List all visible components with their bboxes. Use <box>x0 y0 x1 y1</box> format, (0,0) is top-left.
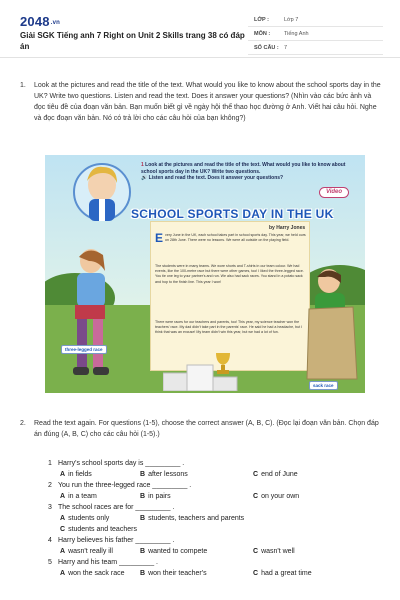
paragraph-text: very June in the UK, each school takes part in school sports day. This year, we held ours on 28th June. There were no lessons. We were all outside on the playing field. <box>165 233 306 243</box>
item-stem: Harry's school sports day is _________ . <box>58 460 185 467</box>
question-item <box>48 535 378 557</box>
option-text: in a team <box>68 493 97 500</box>
item-number: 4 <box>48 537 52 544</box>
item-stem-row <box>48 502 378 513</box>
drop-cap: E <box>155 231 164 245</box>
answer-option[interactable] <box>60 469 92 480</box>
brand-tld: .vn <box>50 19 61 26</box>
item-number: 2 <box>48 482 52 489</box>
option-letter: B <box>140 515 146 522</box>
video-badge[interactable] <box>319 187 349 198</box>
option-letter: C <box>253 471 259 478</box>
answer-option[interactable] <box>253 546 295 557</box>
item-options-row <box>48 568 378 579</box>
brand-name: 2048 <box>20 14 50 29</box>
meta-question-count <box>248 42 383 55</box>
option-text: in fields <box>68 471 92 478</box>
instruction-text-2: Listen and read the text. Does it answer your questions? <box>148 175 284 181</box>
question-item <box>48 458 378 480</box>
item-options-row <box>48 513 378 524</box>
option-text: had a great time <box>261 570 312 577</box>
option-text: won their teacher's <box>148 570 207 577</box>
question-number: 2. <box>20 420 26 427</box>
item-options-row <box>48 491 378 502</box>
option-letter: C <box>60 526 66 533</box>
meta-grade <box>248 14 383 27</box>
trophy-icon <box>213 351 233 375</box>
article-author: by Harry Jones <box>269 225 306 231</box>
option-letter: A <box>60 515 66 522</box>
option-text: students only <box>68 515 110 522</box>
sack-race-label: sack race <box>309 381 338 390</box>
article-banner: SCHOOL SPORTS DAY IN THE UK <box>131 207 334 221</box>
question-item <box>48 557 378 579</box>
boy-sack-race-illustration <box>303 267 363 385</box>
item-number: 1 <box>48 460 52 467</box>
option-text: in pairs <box>148 493 171 500</box>
item-stem-row <box>48 458 378 469</box>
option-letter: A <box>60 570 66 577</box>
answer-option[interactable] <box>253 469 298 480</box>
option-text: on your own <box>261 493 300 500</box>
answer-option[interactable] <box>60 513 109 524</box>
meta-subject <box>248 28 383 41</box>
article-paper <box>150 221 310 371</box>
option-letter: B <box>140 471 146 478</box>
option-text: wasn't really ill <box>68 548 113 555</box>
option-letter: C <box>253 570 259 577</box>
page-header <box>0 0 400 58</box>
item-options-row <box>48 524 378 535</box>
option-text: won the sack race <box>68 570 125 577</box>
meta-key: LỚP : <box>254 17 269 23</box>
question-text: Read the text again. For questions (1-5), choose the correct answer (A, B, C). (Đọc lại đoạn văn bản. Chọn đáp án đúng (A, B, C) cho các câu hỏi (1-5).) <box>34 420 379 438</box>
item-stem: Harry believes his father _________ . <box>58 537 175 544</box>
meta-key: SỐ CÂU : <box>254 45 279 51</box>
item-stem: The school races are for _________ . <box>58 504 175 511</box>
item-options-row <box>48 546 378 557</box>
video-label: Video <box>325 189 343 195</box>
option-text: students and teachers <box>68 526 137 533</box>
three-legged-race-label: three-legged race <box>61 345 107 354</box>
article-paragraph-3: There were races for our teachers and parents, too! This year, my science teacher won the teachers' race. My dad didn't take part in the parents' race. He said he had a headache, but I think that was an excuse! My team didn't win this year, but we had a lot of fun. <box>155 320 303 335</box>
item-stem: Harry and his team _________ . <box>58 559 159 566</box>
answer-option[interactable] <box>60 491 97 502</box>
answer-option[interactable] <box>140 513 244 524</box>
item-number: 3 <box>48 504 52 511</box>
question-item <box>48 502 378 535</box>
item-number: 5 <box>48 559 52 566</box>
answer-option[interactable] <box>253 491 299 502</box>
site-logo[interactable] <box>20 14 60 29</box>
textbook-instructions <box>141 162 361 182</box>
option-letter: B <box>140 570 146 577</box>
answer-option[interactable] <box>140 568 207 579</box>
meta-value: 7 <box>284 45 288 51</box>
option-text: students, teachers and parents <box>148 515 245 522</box>
item-stem-row <box>48 535 378 546</box>
option-letter: C <box>253 548 259 555</box>
instruction-text: Look at the pictures and read the title of the text. What would you like to know about school sports day in the UK? Write two questions. <box>141 162 346 175</box>
question-item <box>48 480 378 502</box>
option-letter: C <box>253 493 259 500</box>
option-text: end of June <box>261 471 298 478</box>
answer-option[interactable] <box>60 524 137 535</box>
instruction-number: 1 <box>141 162 144 168</box>
option-letter: A <box>60 548 66 555</box>
meta-key: MÔN : <box>254 31 271 37</box>
item-stem-row <box>48 557 378 568</box>
option-letter: B <box>140 493 146 500</box>
answer-option[interactable] <box>140 491 171 502</box>
answer-option[interactable] <box>140 546 207 557</box>
item-stem-row <box>48 480 378 491</box>
answer-option[interactable] <box>60 546 113 557</box>
boy-portrait-icon <box>73 159 131 225</box>
option-letter: A <box>60 493 66 500</box>
option-text: after lessons <box>148 471 188 478</box>
article-paragraph-1 <box>155 233 307 243</box>
option-text: wanted to compete <box>148 548 208 555</box>
option-letter: B <box>140 548 146 555</box>
answer-option[interactable] <box>253 568 312 579</box>
page-title: Giải SGK Tiếng anh 7 Right on Unit 2 Skills trang 38 có đáp án <box>20 31 245 51</box>
item-stem: You run the three-legged race _________ . <box>58 482 192 489</box>
answer-option[interactable] <box>60 568 124 579</box>
girl-running-illustration <box>59 247 119 385</box>
meta-value: Lớp 7 <box>284 17 299 23</box>
meta-value: Tiếng Anh <box>284 31 309 37</box>
multiple-choice-list <box>48 458 378 579</box>
question-number: 1. <box>20 82 26 89</box>
article-paragraph-2: The students were in many teams. We wore shorts and T-shirts in our team colour. We had events, like the 100-metre race but there were other games, too! I liked the three-legged race. You tie one leg to your partner's and run. We also had sack races. You stand in a potato sack and hop to the finish line. This year I won! <box>155 264 304 284</box>
item-options-row <box>48 469 378 480</box>
option-letter: A <box>60 471 66 478</box>
textbook-illustration <box>45 155 365 393</box>
option-text: wasn't well <box>261 548 295 555</box>
question-text: Look at the pictures and read the title of the text. What would you like to know about the school sports day in the UK? Write two questions. Listen and read the text. Does it answer your questions? (Nhìn vào các bức ảnh và đọc tiêu đề của đoạn văn bản. Bạn muốn biết gì về ngày hội thể thao học đường ở Anh. Viết hai câu hỏi. Nghe và đọc đoạn văn bản. Nó có trả lời cho các câu hỏi của bạn không?) <box>34 82 381 122</box>
audio-icon: 🔊 <box>141 175 149 181</box>
answer-option[interactable] <box>140 469 188 480</box>
